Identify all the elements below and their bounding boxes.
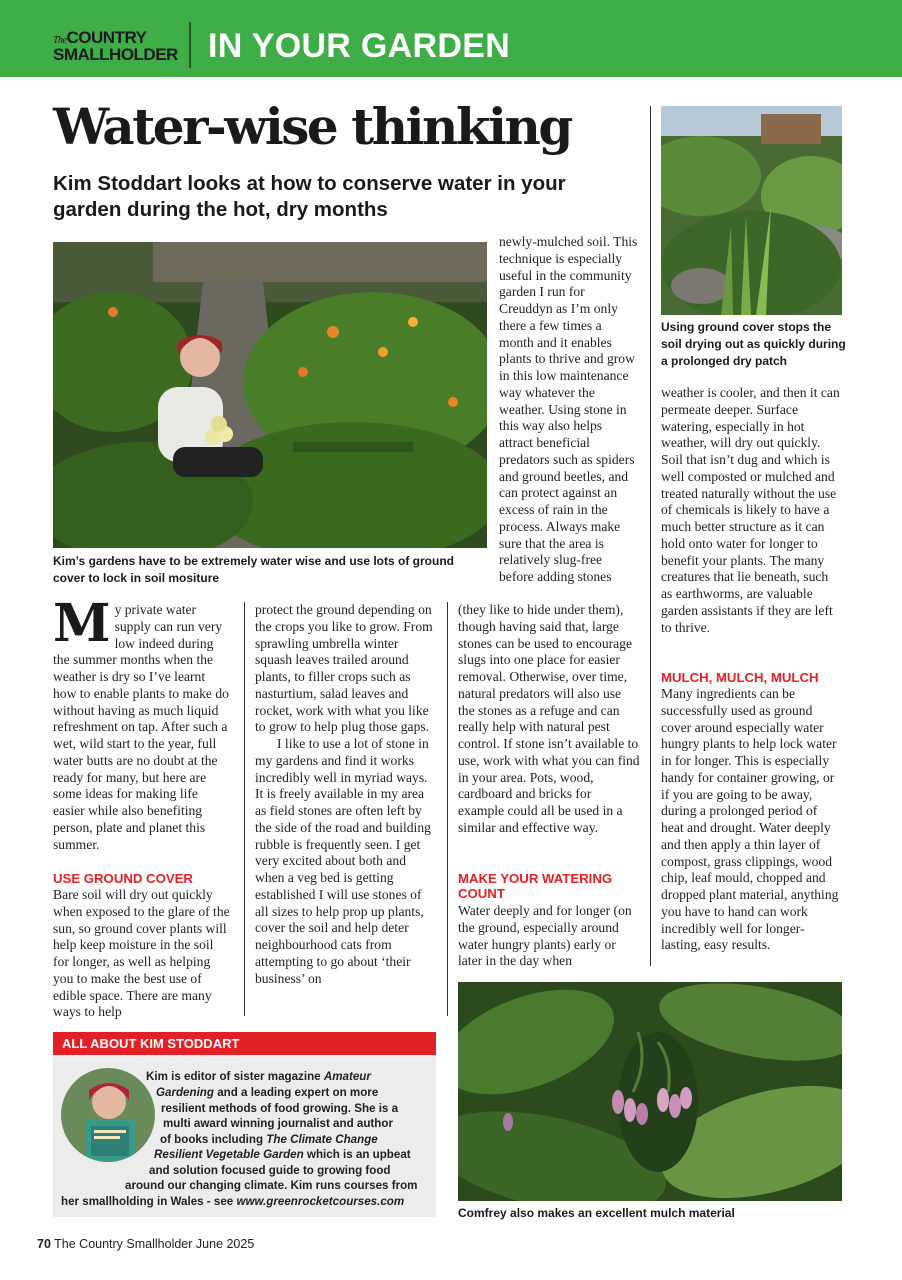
garden-photo-art <box>53 242 487 548</box>
subheading-watering: MAKE YOUR WATERING COUNT <box>458 871 613 901</box>
bio-text: around our changing climate. Kim runs courses from <box>125 1179 418 1192</box>
col1-body-text: the summer months when the weather is dry so I’ve learnt how to enable plants to make do without having as much liquid refreshment on tap. After such a wet, wild start to the year, full water butts are no doubt at the ready for many, but here are some ideas for making life easier while also benefiting person, plate and planet this summer. <box>53 652 229 852</box>
logo-line2: SMALLHOLDER <box>53 45 178 64</box>
bio-text: which is an upbeat <box>303 1148 411 1161</box>
magazine-logo <box>53 28 178 64</box>
bio-box-heading-text: ALL ABOUT KIM STODDART <box>62 1036 240 1051</box>
logo-line1: COUNTRY <box>66 28 147 47</box>
footer-magazine: The Country Smallholder <box>54 1237 193 1251</box>
bio-text: her smallholding in Wales - see <box>61 1195 237 1208</box>
dropcap: M <box>53 593 111 654</box>
col1-intro-line: supply can run very <box>114 618 223 634</box>
col1-body-text-2: Bare soil will dry out quickly when exposed to the glare of the sun, so ground cover plants will help keep moisture in the soil for longer, as well as helping you to make the best use of edible space. There are many ways to help <box>53 887 230 1020</box>
comfrey-caption: Comfrey also makes an excellent mulch material <box>458 1206 735 1220</box>
bio-text: Amateur <box>323 1070 371 1083</box>
subheading-mulch: MULCH, MULCH, MULCH <box>661 670 819 685</box>
bio-text: Resilient Vegetable Garden <box>154 1148 304 1161</box>
ground-cover-photo <box>661 106 842 315</box>
section-title: IN YOUR GARDEN <box>208 27 511 65</box>
col1-intro-line: y private water <box>114 602 197 617</box>
bio-text: of books including <box>160 1133 267 1146</box>
bio-text: The Climate Change <box>266 1133 378 1146</box>
author-avatar-art <box>61 1068 155 1162</box>
bio-text: resilient methods of food growing. She is a <box>161 1102 399 1115</box>
bio-text: and a leading expert on more <box>213 1086 379 1099</box>
article-title: Water-wise thinking <box>53 97 571 156</box>
column-rule <box>650 106 651 966</box>
column-1 <box>53 593 231 853</box>
article-standfirst: Kim Stoddart looks at how to conserve water in your garden during the hot, dry months <box>53 172 566 221</box>
bio-box <box>53 1055 436 1217</box>
bio-text: Gardening <box>156 1086 214 1099</box>
ground-cover-photo-art <box>661 106 842 315</box>
col3-top-text: newly-mulched soil. This technique is especially useful in the community garden I run for Creuddyn as I’m only there a few times a month and it enables plants to thrive and grow in this low maintenance way whatever the weather. Using stone in this way also helps attract beneficial predators such as spiders and ground beetles, and can protect against an excess of rain in the process. Always make sure that the area is relatively slug-free before adding stones <box>499 234 638 584</box>
main-photo-caption: Kim’s gardens have to be extremely water wise and use lots of ground cover to lock in soil mositure <box>53 554 454 585</box>
bio-text: Kim is editor of sister magazine <box>146 1070 324 1083</box>
bio-text: and solution focused guide to growing food <box>149 1164 391 1177</box>
footer-issue: June 2025 <box>195 1237 255 1251</box>
top-right-caption: Using ground cover stops the soil drying out as quickly during a prolonged dry patch <box>661 320 846 368</box>
col3-body-text: (they like to hide under them), though having said that, large stones can be used to encourage slugs into one place for easier removal. Otherwise, over time, natural predators will also use the stones as a refuge and can really help with natural pest control. If stone isn’t available to use, work with what you can find in your area. Pots, wood, cardboard and bricks for example could all be used in a similar and effective way. <box>458 602 640 835</box>
col3-body-text-2: Water deeply and for longer (on the ground, especially around water hungry plants) early or later in the day when <box>458 903 632 969</box>
comfrey-photo <box>458 982 842 1201</box>
column-rule <box>447 602 448 1016</box>
col4-body-text: weather is cooler, and then it can permeate deeper. Surface watering, especially in hot weather, will dry out quickly. Soil that isn’t dug and which is well composted or mulched and treated naturally without the use of chemicals is likely to have a much better structure as it can hold onto water for longer to benefit your plants. The many creatures that lie beneath, such as earthworms, are valuable garden assistants if they are left to thrive. <box>661 385 840 635</box>
col1-intro-line: low indeed during <box>114 635 214 651</box>
page-footer <box>37 1237 254 1251</box>
bio-link[interactable]: www.greenrocketcourses.com <box>236 1195 405 1208</box>
col2-body-text-2: I like to use a lot of stone in my gardens and find it works incredibly well in myriad ways. It is freely available in my area as field stones are often left by the side of the road and building rubble is frequently seen. I get very excited about both and when a veg bed is getting established I will use stones of all sizes to help prop up plants, cover the soil and help deter neighbourhood cats from attempting to go about ‘their business’ on <box>255 736 431 986</box>
bio-text: multi award winning journalist and author <box>163 1117 393 1130</box>
author-avatar <box>61 1068 155 1162</box>
subheading-ground-cover: USE GROUND COVER <box>53 871 193 886</box>
bio-box-heading <box>53 1032 436 1055</box>
col2-body-text: protect the ground depending on the crops you like to grow. From sprawling umbrella winter squash leaves trailed around plants, to filler crops such as nasturtium, salad leaves and rocket, work with what you like to grow to help plug those gaps. <box>255 602 433 735</box>
logo-the: The <box>53 35 67 46</box>
column-rule <box>244 602 245 1016</box>
header-divider <box>189 22 191 68</box>
garden-photo <box>53 242 487 548</box>
col4-body-text-2: Many ingredients can be successfully used as ground cover around especially water hungry plants to help lock water in for longer. This is especially handy for container growing, or if you are going to be away, during a prolonged period of heat and drought. Water deeply and then apply a thin layer of compost, grass clippings, wood chip, leaf mould, chopped and dropped plant material, anything you have to hand can work incredibly well for longer-lasting, easy results. <box>661 686 839 953</box>
column-2 <box>255 602 437 987</box>
comfrey-photo-art <box>458 982 842 1201</box>
page-number: 70 <box>37 1237 51 1251</box>
